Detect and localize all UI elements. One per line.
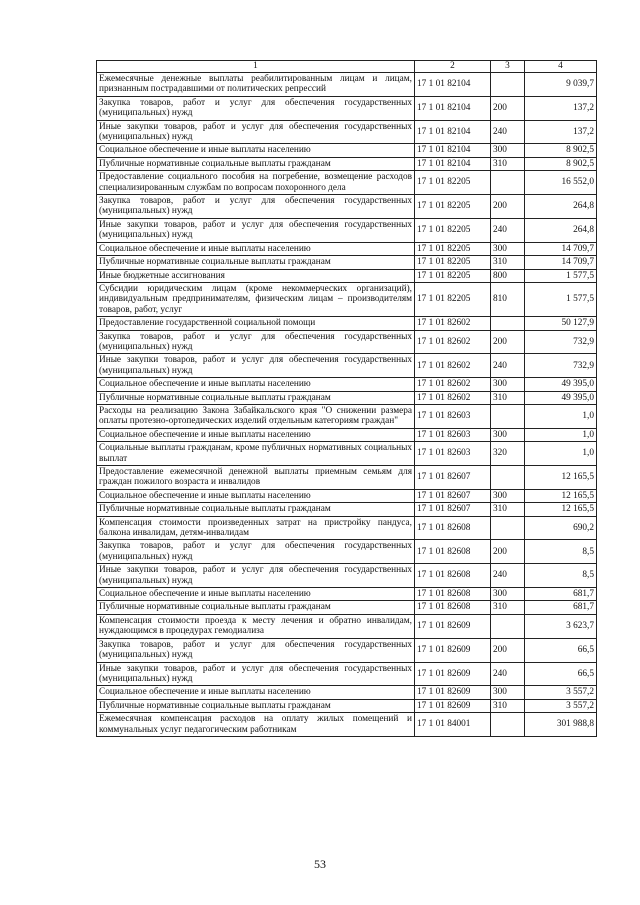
table-row: [97, 391, 597, 404]
row-code-cell: 17 1 01 82609: [415, 614, 491, 638]
row-name-cell: Закупка товаров, работ и услуг для обеспечения государственных (муниципальных) нужд: [97, 330, 415, 354]
row-name-cell: Субсидии юридическим лицам (кроме некоммерческих организаций), индивидуальным предпринимателям, физическим лицам – производителям товаров, работ, услуг: [97, 282, 415, 316]
table-row: [97, 601, 597, 614]
row-sum-cell: 137,2: [525, 96, 597, 120]
row-code-cell: 17 1 01 82609: [415, 686, 491, 699]
row-name-cell: Публичные нормативные социальные выплаты гражданам: [97, 391, 415, 404]
page-number: 53: [314, 857, 326, 871]
row-sum-cell: 50 127,9: [525, 317, 597, 330]
row-expense-type-cell: [491, 171, 525, 195]
row-expense-type-cell: 300: [491, 144, 525, 157]
row-code-cell: 17 1 01 82602: [415, 317, 491, 330]
row-expense-type-cell: 310: [491, 157, 525, 170]
budget-table-body: [97, 61, 597, 737]
header-col-1: 1: [97, 61, 415, 73]
row-sum-cell: 12 165,5: [525, 466, 597, 490]
row-code-cell: 17 1 01 82609: [415, 638, 491, 662]
row-code-cell: 17 1 01 82603: [415, 404, 491, 428]
table-row: [97, 317, 597, 330]
row-expense-type-cell: 800: [491, 269, 525, 282]
table-row: [97, 330, 597, 354]
row-code-cell: 17 1 01 82608: [415, 588, 491, 601]
row-sum-cell: 8,5: [525, 540, 597, 564]
row-sum-cell: 14 709,7: [525, 256, 597, 269]
row-expense-type-cell: [491, 466, 525, 490]
row-name-cell: Социальное обеспечение и иные выплаты населению: [97, 144, 415, 157]
row-expense-type-cell: 240: [491, 354, 525, 378]
row-sum-cell: 1,0: [525, 404, 597, 428]
row-name-cell: Социальное обеспечение и иные выплаты населению: [97, 378, 415, 391]
row-code-cell: 17 1 01 82104: [415, 157, 491, 170]
table-row: [97, 195, 597, 219]
row-sum-cell: 66,5: [525, 638, 597, 662]
row-sum-cell: 16 552,0: [525, 171, 597, 195]
row-expense-type-cell: 300: [491, 242, 525, 255]
row-sum-cell: 9 039,7: [525, 73, 597, 97]
row-sum-cell: 732,9: [525, 330, 597, 354]
row-sum-cell: 732,9: [525, 354, 597, 378]
row-name-cell: Иные закупки товаров, работ и услуг для обеспечения государственных (муниципальных) нужд: [97, 120, 415, 144]
table-row: [97, 516, 597, 540]
row-expense-type-cell: 310: [491, 391, 525, 404]
row-code-cell: 17 1 01 82608: [415, 601, 491, 614]
table-row: [97, 638, 597, 662]
row-name-cell: Социальное обеспечение и иные выплаты населению: [97, 428, 415, 441]
row-expense-type-cell: 310: [491, 503, 525, 516]
row-name-cell: Публичные нормативные социальные выплаты гражданам: [97, 157, 415, 170]
row-expense-type-cell: 300: [491, 489, 525, 502]
table-header-row: [97, 61, 597, 73]
row-name-cell: Предоставление ежемесячной денежной выплаты приемным семьям для граждан пожилого возраста и инвалидов: [97, 466, 415, 490]
row-expense-type-cell: 240: [491, 120, 525, 144]
table-row: [97, 242, 597, 255]
row-code-cell: 17 1 01 82607: [415, 489, 491, 502]
row-expense-type-cell: 310: [491, 601, 525, 614]
row-code-cell: 17 1 01 82607: [415, 503, 491, 516]
row-name-cell: Компенсация стоимости произведенных затрат на пристройку пандуса, балкона инвалидам, детям-инвалидам: [97, 516, 415, 540]
row-code-cell: 17 1 01 82205: [415, 282, 491, 316]
table-row: [97, 120, 597, 144]
row-name-cell: Иные бюджетные ассигнования: [97, 269, 415, 282]
row-code-cell: 17 1 01 82104: [415, 96, 491, 120]
table-row: [97, 489, 597, 502]
table-row: [97, 503, 597, 516]
row-code-cell: 17 1 01 82104: [415, 144, 491, 157]
row-sum-cell: 8 902,5: [525, 144, 597, 157]
row-sum-cell: 1 577,5: [525, 282, 597, 316]
row-name-cell: Компенсация стоимости проезда к месту лечения и обратно инвалидам, нуждающимся в процедурах гемодиализа: [97, 614, 415, 638]
table-row: [97, 564, 597, 588]
row-expense-type-cell: 810: [491, 282, 525, 316]
row-sum-cell: 3 557,2: [525, 686, 597, 699]
row-name-cell: Предоставление государственной социальной помощи: [97, 317, 415, 330]
table-row: [97, 282, 597, 316]
row-expense-type-cell: [491, 317, 525, 330]
row-expense-type-cell: 200: [491, 96, 525, 120]
table-row: [97, 540, 597, 564]
row-code-cell: 17 1 01 82608: [415, 564, 491, 588]
row-sum-cell: 681,7: [525, 588, 597, 601]
row-expense-type-cell: 320: [491, 442, 525, 466]
row-sum-cell: 8 902,5: [525, 157, 597, 170]
row-sum-cell: 8,5: [525, 564, 597, 588]
row-code-cell: 17 1 01 82602: [415, 378, 491, 391]
table-row: [97, 686, 597, 699]
row-code-cell: 17 1 01 82608: [415, 540, 491, 564]
row-sum-cell: 49 395,0: [525, 378, 597, 391]
table-row: [97, 588, 597, 601]
row-sum-cell: 14 709,7: [525, 242, 597, 255]
table-row: [97, 256, 597, 269]
row-expense-type-cell: [491, 614, 525, 638]
table-row: [97, 171, 597, 195]
row-expense-type-cell: [491, 404, 525, 428]
row-name-cell: Публичные нормативные социальные выплаты гражданам: [97, 503, 415, 516]
row-name-cell: Ежемесячные денежные выплаты реабилитированным лицам и лицам, признанным пострадавшими от политических репрессий: [97, 73, 415, 97]
row-sum-cell: 1,0: [525, 442, 597, 466]
row-expense-type-cell: [491, 713, 525, 737]
row-name-cell: Социальное обеспечение и иные выплаты населению: [97, 686, 415, 699]
row-name-cell: Социальное обеспечение и иные выплаты населению: [97, 489, 415, 502]
row-expense-type-cell: 310: [491, 256, 525, 269]
row-code-cell: 17 1 01 82608: [415, 516, 491, 540]
table-row: [97, 442, 597, 466]
table-row: [97, 466, 597, 490]
row-code-cell: 17 1 01 82104: [415, 73, 491, 97]
row-name-cell: Социальные выплаты гражданам, кроме публичных нормативных социальных выплат: [97, 442, 415, 466]
row-expense-type-cell: 200: [491, 540, 525, 564]
row-expense-type-cell: 200: [491, 330, 525, 354]
row-code-cell: 17 1 01 82609: [415, 699, 491, 712]
row-name-cell: Публичные нормативные социальные выплаты гражданам: [97, 601, 415, 614]
row-name-cell: Закупка товаров, работ и услуг для обеспечения государственных (муниципальных) нужд: [97, 540, 415, 564]
row-expense-type-cell: 200: [491, 195, 525, 219]
row-name-cell: Публичные нормативные социальные выплаты гражданам: [97, 699, 415, 712]
row-code-cell: 17 1 01 82603: [415, 428, 491, 441]
table-row: [97, 662, 597, 686]
row-code-cell: 17 1 01 82205: [415, 195, 491, 219]
row-code-cell: 17 1 01 82205: [415, 256, 491, 269]
row-expense-type-cell: 300: [491, 428, 525, 441]
table-row: [97, 73, 597, 97]
row-code-cell: 17 1 01 82603: [415, 442, 491, 466]
row-sum-cell: 137,2: [525, 120, 597, 144]
row-code-cell: 17 1 01 82205: [415, 242, 491, 255]
row-code-cell: 17 1 01 82205: [415, 171, 491, 195]
row-code-cell: 17 1 01 82104: [415, 120, 491, 144]
table-row: [97, 157, 597, 170]
table-row: [97, 378, 597, 391]
table-row: [97, 269, 597, 282]
row-sum-cell: 1 577,5: [525, 269, 597, 282]
table-row: [97, 354, 597, 378]
row-expense-type-cell: [491, 73, 525, 97]
row-code-cell: 17 1 01 82607: [415, 466, 491, 490]
table-row: [97, 96, 597, 120]
table-row: [97, 614, 597, 638]
table-row: [97, 428, 597, 441]
row-name-cell: Иные закупки товаров, работ и услуг для обеспечения государственных (муниципальных) нужд: [97, 354, 415, 378]
row-sum-cell: 49 395,0: [525, 391, 597, 404]
row-name-cell: Ежемесячная компенсация расходов на оплату жилых помещений и коммунальных услуг педагогическим работникам: [97, 713, 415, 737]
row-name-cell: Закупка товаров, работ и услуг для обеспечения государственных (муниципальных) нужд: [97, 195, 415, 219]
row-code-cell: 17 1 01 82205: [415, 218, 491, 242]
row-expense-type-cell: 240: [491, 564, 525, 588]
row-name-cell: Иные закупки товаров, работ и услуг для обеспечения государственных (муниципальных) нужд: [97, 564, 415, 588]
row-expense-type-cell: 240: [491, 662, 525, 686]
row-name-cell: Закупка товаров, работ и услуг для обеспечения государственных (муниципальных) нужд: [97, 96, 415, 120]
row-name-cell: Социальное обеспечение и иные выплаты населению: [97, 242, 415, 255]
row-code-cell: 17 1 01 82602: [415, 330, 491, 354]
row-code-cell: 17 1 01 82602: [415, 354, 491, 378]
row-sum-cell: 12 165,5: [525, 503, 597, 516]
row-name-cell: Расходы на реализацию Закона Забайкальского края "О снижении размера оплаты протезно-ортопедических изделий отдельным категориям граждан": [97, 404, 415, 428]
row-sum-cell: 12 165,5: [525, 489, 597, 502]
row-sum-cell: 264,8: [525, 218, 597, 242]
row-name-cell: Предоставление социального пособия на погребение, возмещение расходов специализированным службам по вопросам похоронного дела: [97, 171, 415, 195]
table-row: [97, 144, 597, 157]
budget-table: [96, 60, 597, 737]
row-code-cell: 17 1 01 82205: [415, 269, 491, 282]
row-code-cell: 17 1 01 82602: [415, 391, 491, 404]
header-col-4: 4: [525, 61, 597, 73]
table-row: [97, 713, 597, 737]
row-expense-type-cell: 300: [491, 686, 525, 699]
row-name-cell: Закупка товаров, работ и услуг для обеспечения государственных (муниципальных) нужд: [97, 638, 415, 662]
row-sum-cell: 66,5: [525, 662, 597, 686]
row-name-cell: Иные закупки товаров, работ и услуг для обеспечения государственных (муниципальных) нужд: [97, 218, 415, 242]
row-expense-type-cell: 300: [491, 588, 525, 601]
row-sum-cell: 3 557,2: [525, 699, 597, 712]
row-name-cell: Социальное обеспечение и иные выплаты населению: [97, 588, 415, 601]
row-expense-type-cell: 310: [491, 699, 525, 712]
table-row: [97, 699, 597, 712]
table-row: [97, 404, 597, 428]
row-code-cell: 17 1 01 84001: [415, 713, 491, 737]
row-code-cell: 17 1 01 82609: [415, 662, 491, 686]
row-expense-type-cell: 200: [491, 638, 525, 662]
row-name-cell: Публичные нормативные социальные выплаты гражданам: [97, 256, 415, 269]
row-sum-cell: 264,8: [525, 195, 597, 219]
row-expense-type-cell: 300: [491, 378, 525, 391]
row-sum-cell: 690,2: [525, 516, 597, 540]
header-col-2: 2: [415, 61, 491, 73]
table-row: [97, 218, 597, 242]
row-expense-type-cell: [491, 516, 525, 540]
header-col-3: 3: [491, 61, 525, 73]
row-expense-type-cell: 240: [491, 218, 525, 242]
row-sum-cell: 1,0: [525, 428, 597, 441]
row-sum-cell: 681,7: [525, 601, 597, 614]
row-sum-cell: 301 988,8: [525, 713, 597, 737]
row-sum-cell: 3 623,7: [525, 614, 597, 638]
row-name-cell: Иные закупки товаров, работ и услуг для обеспечения государственных (муниципальных) нужд: [97, 662, 415, 686]
